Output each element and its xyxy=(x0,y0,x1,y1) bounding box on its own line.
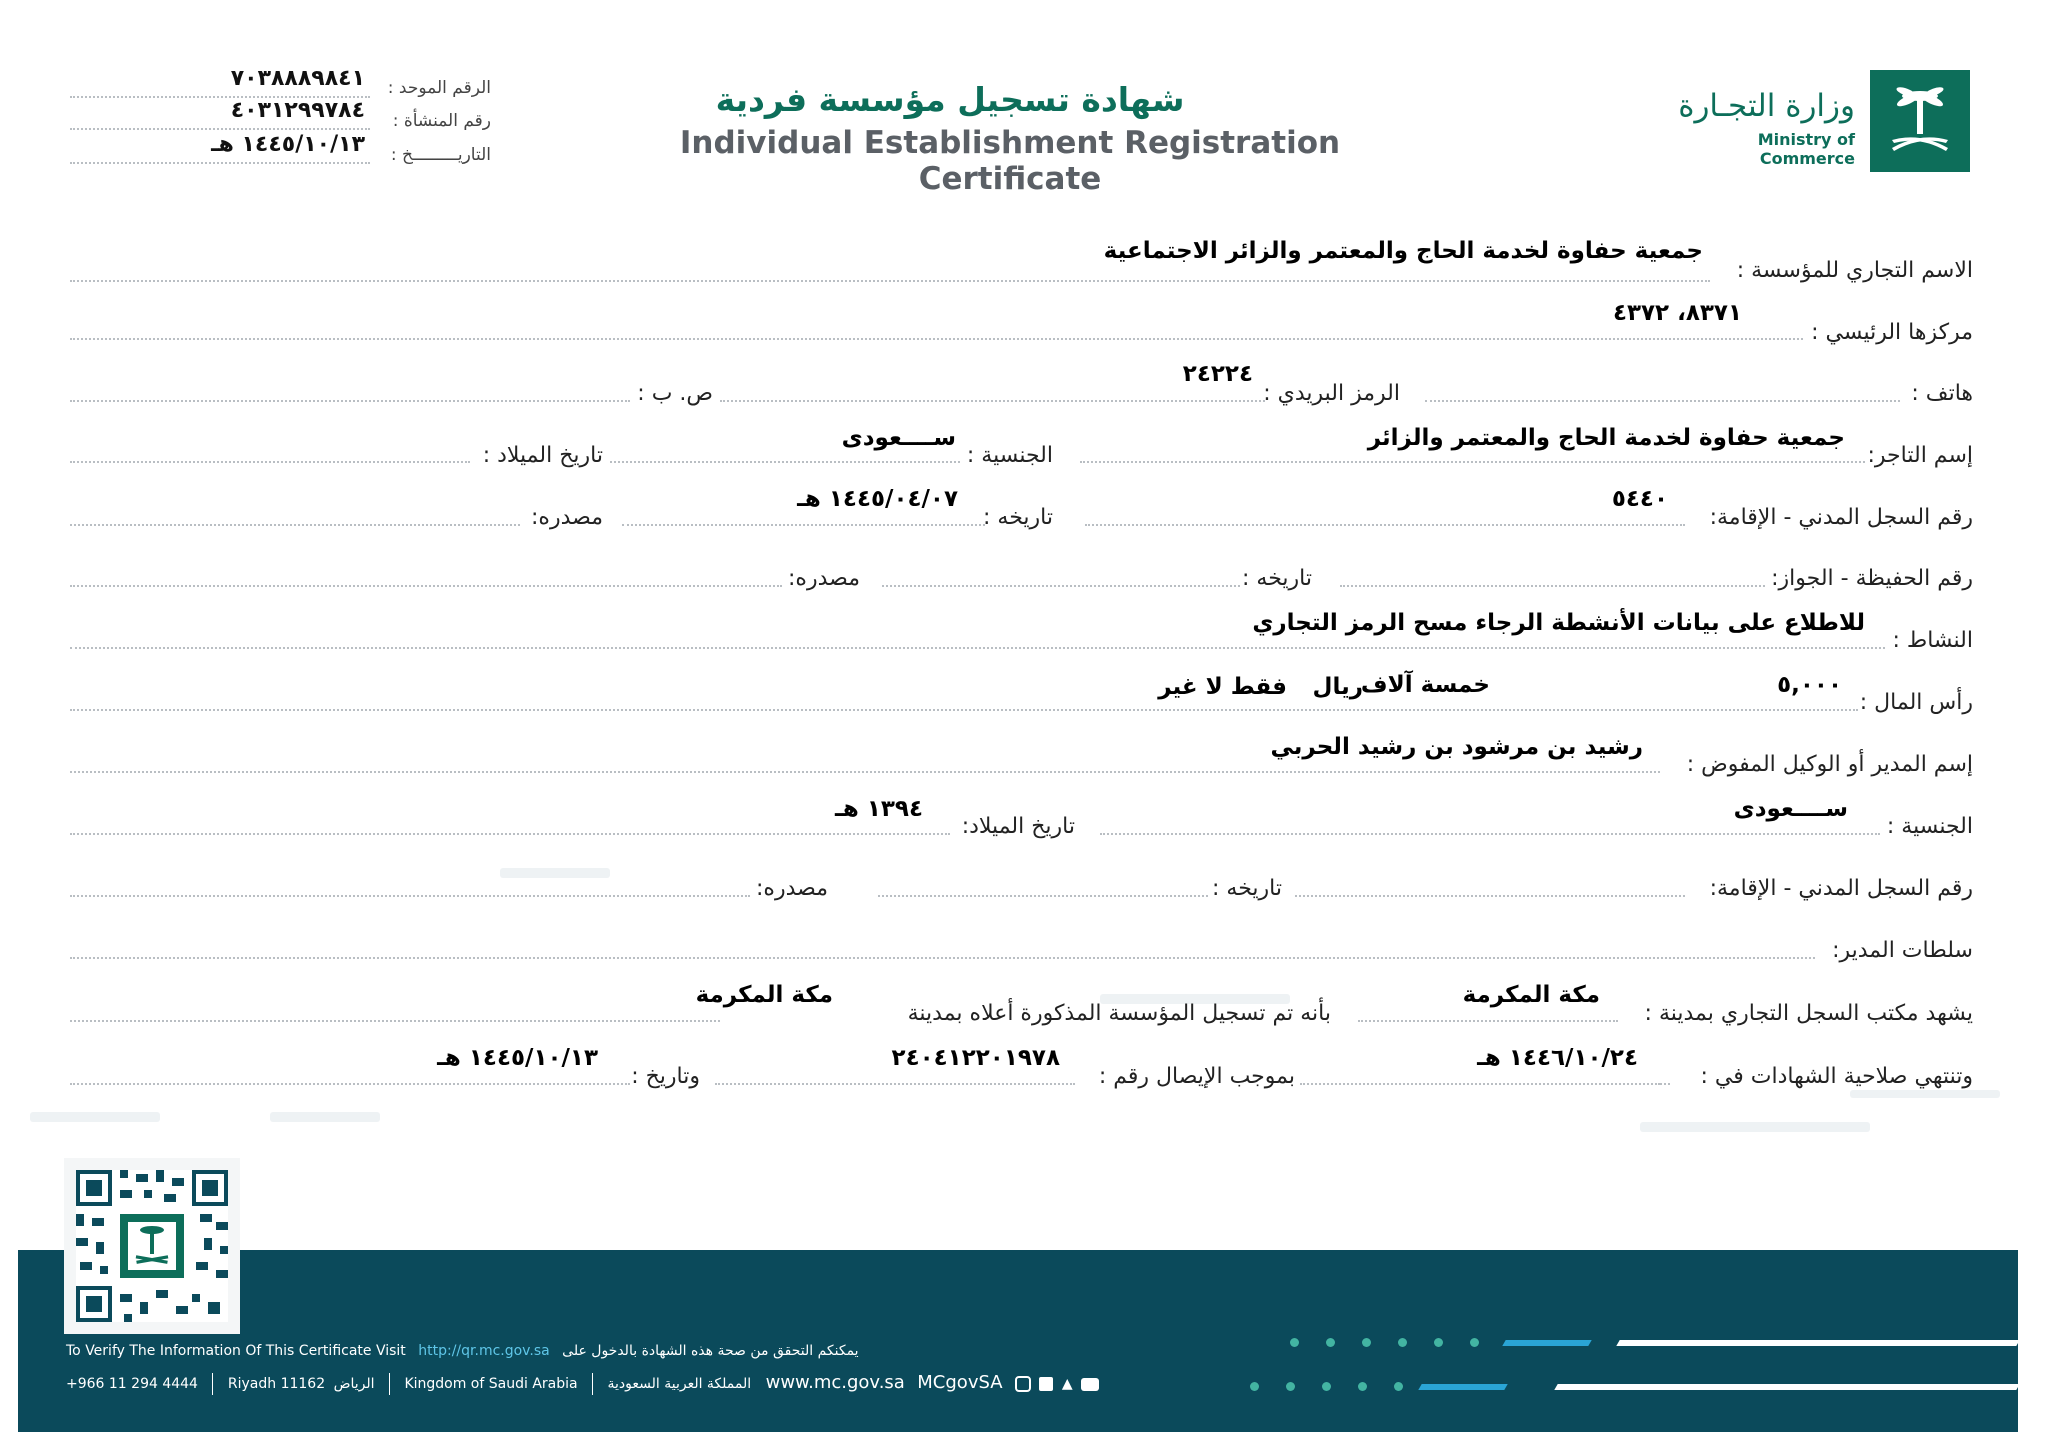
civil-source-label: مصدره: xyxy=(531,505,603,530)
postal-code-value: ٢٤٢٢٤ xyxy=(1182,361,1253,387)
ministry-name-ar: وزارة التجـارة xyxy=(1678,88,1855,124)
issue-date-value: ١٤٤٥/١٠/١٣ هـ xyxy=(211,132,365,157)
civil-date-label: تاريخه : xyxy=(983,505,1053,530)
manager-label: إسم المدير أو الوكيل المفوض : xyxy=(1686,752,1973,777)
postal-code-label: الرمز البريدي : xyxy=(1263,381,1400,406)
footer-city-en: Riyadh 11162 xyxy=(227,1376,326,1392)
instagram-icon[interactable] xyxy=(1015,1376,1031,1392)
passport-label: رقم الحفيظة - الجواز: xyxy=(1771,566,1973,591)
manager-powers-label: سلطات المدير: xyxy=(1832,938,1973,963)
passport-source-label: مصدره: xyxy=(788,566,860,591)
footer-city-ar: الرياض xyxy=(333,1376,375,1392)
twitter-icon[interactable]: ▲ xyxy=(1061,1376,1073,1392)
registry-office-label: يشهد مكتب السجل التجاري بمدينة : xyxy=(1644,1001,1973,1026)
po-box-label: ص. ب : xyxy=(637,381,713,406)
receipt-value: ٢٤٠٤١٢٢٠١٩٧٨ xyxy=(891,1045,1060,1071)
activity-label: النشاط : xyxy=(1892,628,1973,653)
birth-date-label: تاريخ الميلاد : xyxy=(482,443,603,468)
phone-label: هاتف : xyxy=(1911,381,1973,406)
footer-country-ar: المملكة العربية السعودية xyxy=(607,1376,752,1392)
capital-label: رأس المال : xyxy=(1859,690,1973,715)
footer-social-handle: MCgovSA xyxy=(917,1372,1003,1393)
unified-number-value: ٧٠٣٨٨٨٩٨٤١ xyxy=(230,66,365,91)
verify-text-ar: يمكنكم التحقق من صحة هذه الشهادة بالدخول على xyxy=(562,1343,859,1359)
qr-code-frame xyxy=(64,1158,240,1334)
expiry-value: ١٤٤٦/١٠/٢٤ هـ xyxy=(1477,1045,1638,1071)
manager-value: رشيد بن مرشود بن رشيد الحربي xyxy=(1270,734,1643,760)
receipt-date-label: وتاريخ : xyxy=(631,1064,700,1089)
expiry-label: وتنتهي صلاحية الشهادات في : xyxy=(1700,1064,1973,1089)
merchant-name-label: إسم التاجر: xyxy=(1867,443,1973,468)
nationality-value: ســــعودى xyxy=(841,425,956,451)
civil-registry-label: رقم السجل المدني - الإقامة: xyxy=(1709,505,1973,530)
capital-currency: ريال xyxy=(1312,674,1363,700)
activity-value: للاطلاع على بيانات الأنشطة الرجاء مسح الرمز التجاري xyxy=(1252,610,1865,636)
manager-civil-source-label: مصدره: xyxy=(756,876,828,901)
verify-text-en: To Verify The Information Of This Certificate Visit xyxy=(66,1343,406,1359)
youtube-icon[interactable] xyxy=(1081,1378,1099,1391)
registered-city-value: مكة المكرمة xyxy=(695,982,833,1008)
headquarters-value: ٨٣٧١، ٤٣٧٢ xyxy=(1612,300,1742,326)
unified-number-label: الرقم الموحد : xyxy=(387,78,491,98)
footer-country-en: Kingdom of Saudi Arabia xyxy=(404,1376,578,1392)
issue-date-label: التاريـــــــــخ : xyxy=(390,145,491,165)
ministry-name-en: Ministry of Commerce xyxy=(1757,130,1855,168)
headquarters-label: مركزها الرئيسي : xyxy=(1811,320,1973,345)
trade-name-label: الاسم التجاري للمؤسسة : xyxy=(1736,258,1973,283)
qr-code-icon[interactable] xyxy=(76,1170,228,1322)
title-ar: شهادة تسجيل مؤسسة فردية xyxy=(715,80,1185,119)
passport-date-label: تاريخه : xyxy=(1242,566,1312,591)
capital-suffix: فقط لا غير xyxy=(1158,674,1287,700)
manager-nationality-value: ســــعودى xyxy=(1733,796,1848,822)
merchant-name-value: جمعية حفاوة لخدمة الحاج والمعتمر والزائر xyxy=(1367,425,1845,451)
capital-value: ٥,٠٠٠ xyxy=(1777,672,1842,698)
footer-phone: +966 11 294 4444 xyxy=(66,1376,198,1392)
manager-nationality-label: الجنسية : xyxy=(1886,814,1973,839)
footer-band xyxy=(18,1250,2018,1432)
footer-website-link[interactable]: www.mc.gov.sa xyxy=(765,1372,905,1393)
capital-words: خمسة آلاف xyxy=(1360,672,1490,698)
nationality-label: الجنسية : xyxy=(966,443,1053,468)
establishment-number-value: ٤٠٣١٢٩٩٧٨٤ xyxy=(230,98,365,123)
registered-city-label: بأنه تم تسجيل المؤسسة المذكورة أعلاه بمدينة xyxy=(907,1001,1331,1026)
palm-swords-emblem-icon xyxy=(1870,70,1970,172)
civil-date-value: ١٤٤٥/٠٤/٠٧ هـ xyxy=(797,486,958,512)
manager-birth-date-value: ١٣٩٤ هـ xyxy=(835,796,923,822)
trade-name-value: جمعية حفاوة لخدمة الحاج والمعتمر والزائر الاجتماعية xyxy=(1103,238,1703,264)
registry-office-value: مكة المكرمة xyxy=(1462,982,1600,1008)
manager-civil-date-label: تاريخه : xyxy=(1212,876,1282,901)
facebook-icon[interactable] xyxy=(1039,1377,1053,1391)
verify-url-link[interactable]: http://qr.mc.gov.sa xyxy=(418,1343,550,1359)
manager-civil-label: رقم السجل المدني - الإقامة: xyxy=(1709,876,1973,901)
receipt-label: بموجب الإيصال رقم : xyxy=(1098,1064,1295,1089)
manager-birth-date-label: تاريخ الميلاد: xyxy=(961,814,1075,839)
title-en: Individual Establishment Registration Certificate xyxy=(679,125,1341,197)
ministry-emblem xyxy=(1870,70,1970,172)
establishment-number-label: رقم المنشأة : xyxy=(392,111,491,131)
receipt-date-value: ١٤٤٥/١٠/١٣ هـ xyxy=(437,1045,598,1071)
civil-registry-value: ٥٤٤٠ xyxy=(1611,486,1668,512)
